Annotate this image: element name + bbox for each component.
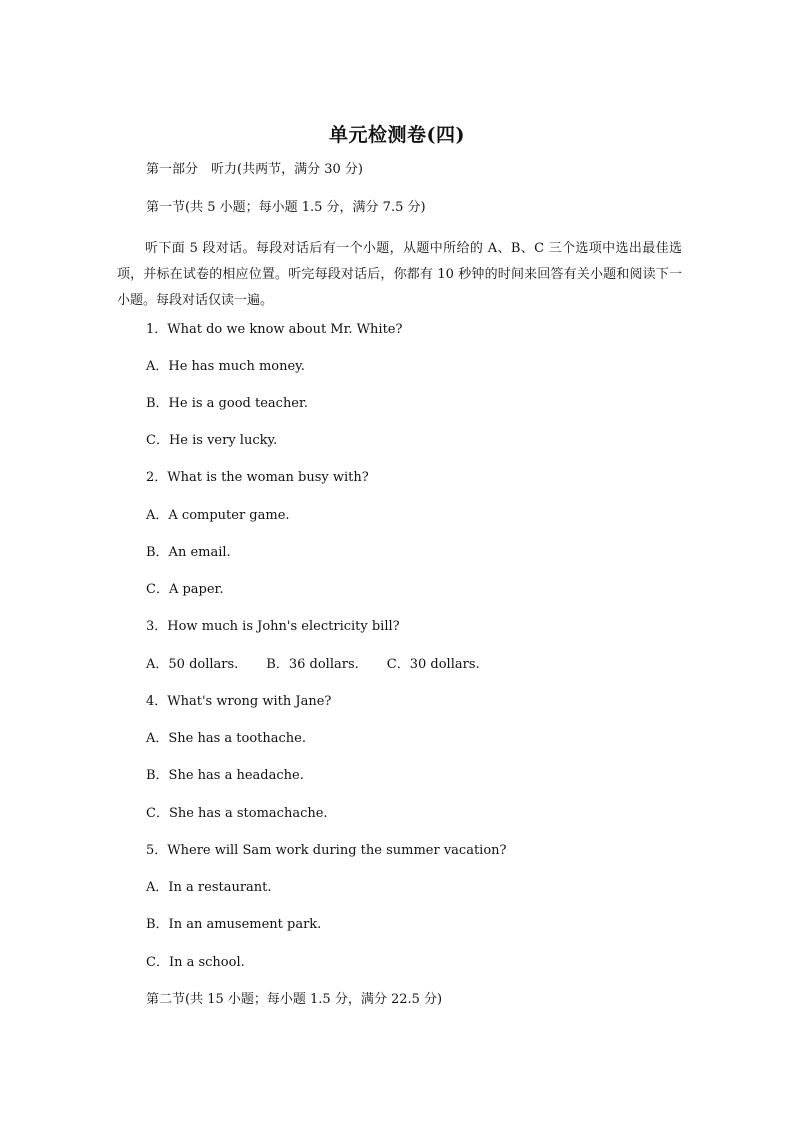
question-1-option-a: A．He has much money.	[146, 359, 305, 374]
part1-header: 第一部分 听力(共两节，满分 30 分)	[146, 162, 363, 177]
section2-header: 第二节(共 15 小题；每小题 1.5 分，满分 22.5 分)	[146, 992, 443, 1007]
section1-header: 第一节(共 5 小题；每小题 1.5 分，满分 7.5 分)	[146, 200, 426, 215]
question-5-option-b: B．In an amusement park.	[146, 917, 322, 932]
question-5-option-a: A．In a restaurant.	[146, 880, 272, 895]
instructions-paragraph: 听下面 5 段对话。每段对话后有一个小题，从题中所给的 A、B、C 三个选项中选出最佳选项，并标在试卷的相应位置。听完每段对话后，你都有 10 秒钟的时间来回答有关小题和阅读下一小题。每段对话仅读一遍。	[117, 241, 682, 308]
question-3-options	[146, 655, 508, 675]
question-1-option-c: C．He is very lucky.	[146, 433, 278, 448]
question-4-option-a: A．She has a toothache.	[146, 731, 307, 746]
question-3-option-b: B．36 dollars.	[266, 657, 359, 672]
question-2-option-b: B．An email.	[146, 545, 231, 560]
question-2-option-c: C．A paper.	[146, 582, 224, 597]
question-4-option-b: B．She has a headache.	[146, 768, 304, 783]
question-3: 3．How much is John's electricity bill?	[146, 619, 400, 634]
question-1: 1．What do we know about Mr. White?	[146, 322, 403, 337]
question-5-option-c: C．In a school.	[146, 955, 245, 970]
page-title: 单元检测卷(四)	[329, 124, 465, 146]
question-2-option-a: A．A computer game.	[146, 508, 290, 523]
question-5: 5．Where will Sam work during the summer vacation?	[146, 843, 507, 858]
question-3-option-c: C．30 dollars.	[386, 657, 480, 672]
question-1-option-b: B．He is a good teacher.	[146, 396, 308, 411]
question-4-option-c: C．She has a stomachache.	[146, 806, 328, 821]
question-3-option-a: A．50 dollars.	[146, 657, 239, 672]
question-4: 4．What's wrong with Jane?	[146, 694, 332, 709]
question-2: 2．What is the woman busy with?	[146, 470, 369, 485]
